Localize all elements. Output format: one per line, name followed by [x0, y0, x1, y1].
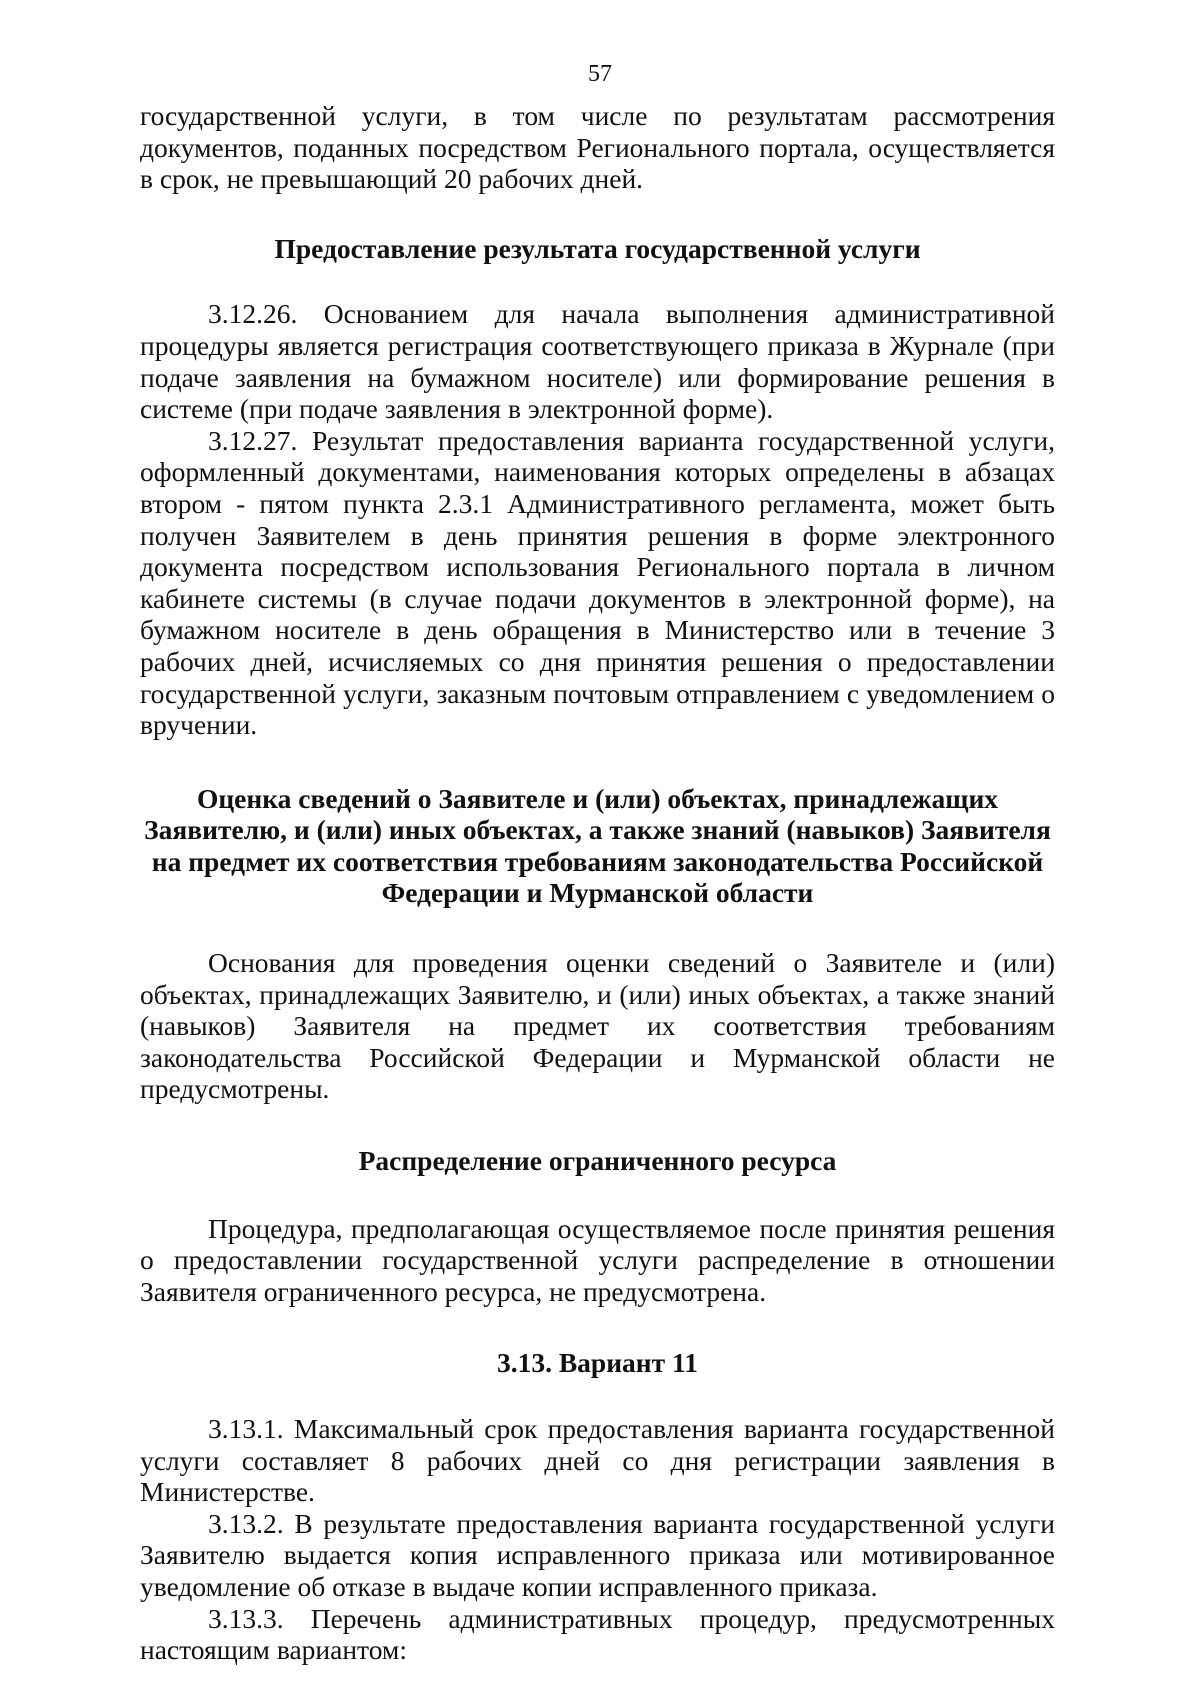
paragraph-3-12-26: 3.12.26. Основанием для начала выполнения административной процедуры является регистрация соответствующего приказа в Журнале (при подаче заявления на бумажном носителе) или формирование решения в системе (при подаче заявления в электронной форме).: [140, 298, 1055, 425]
paragraph-assessment-basis: Основания для проведения оценки сведений о Заявителе и (или) объектах, принадлежащих Заявителю, и (или) иных объектах, а также знаний (навыков) Заявителя на предмет их соответствия требованиям законодательства Российской Федерации и Мурманской области не предусмотрены.: [140, 947, 1055, 1105]
paragraph-3-13-2: 3.13.2. В результате предоставления варианта государственной услуги Заявителю выдается копия исправленного приказа или мотивированное уведомление об отказе в выдаче копии исправленного приказа.: [140, 1507, 1055, 1602]
heading-variant-11: 3.13. Вариант 11: [496, 1347, 699, 1379]
heading-service-result: Предоставление результата государственной услуги: [274, 232, 921, 264]
heading-resource-distribution: Распределение ограниченного ресурса: [358, 1145, 837, 1177]
intro-paragraph: государственной услуги, в том числе по результатам рассмотрения документов, поданных посредством Регионального портала, осуществляется в срок, не превышающий 20 рабочих дней.: [140, 100, 1055, 195]
paragraph-resource-procedure: Процедура, предполагающая осуществляемое после принятия решения о предоставлении государственной услуги распределение в отношении Заявителя ограниченного ресурса, не предусмотрена.: [140, 1212, 1055, 1307]
document-body: [140, 100, 1055, 1666]
paragraph-3-12-27: 3.12.27. Результат предоставления варианта государственной услуги, оформленный документами, наименования которых определены в абзацах втором - пятом пункта 2.3.1 Административного регламента, может быть получен Заявителем в день принятия решения в форме электронного документа посредством использования Регионального портала в личном кабинете системы (в случае подачи документов в электронной форме), на бумажном носителе в день обращения в Министерство или в течение 3 рабочих дней, исчисляемых со дня принятия решения о предоставлении государственной услуги, заказным почтовым отправлением с уведомлением о вручении.: [140, 424, 1055, 741]
page-number: 57: [588, 61, 612, 87]
heading-assessment: Оценка сведений о Заявителе и (или) объектах, принадлежащих Заявителю, и (или) иных объектах, а также знаний (навыков) Заявителя на предмет их соответствия требованиям законодательства Российской Федерации и Мурманской области: [144, 782, 1051, 909]
paragraph-3-13-1: 3.13.1. Максимальный срок предоставления варианта государственной услуги составляет 8 рабочих дней со дня регистрации заявления в Министерстве.: [140, 1413, 1055, 1508]
paragraph-3-13-3: 3.13.3. Перечень административных процедур, предусмотренных настоящим вариантом:: [140, 1602, 1055, 1666]
